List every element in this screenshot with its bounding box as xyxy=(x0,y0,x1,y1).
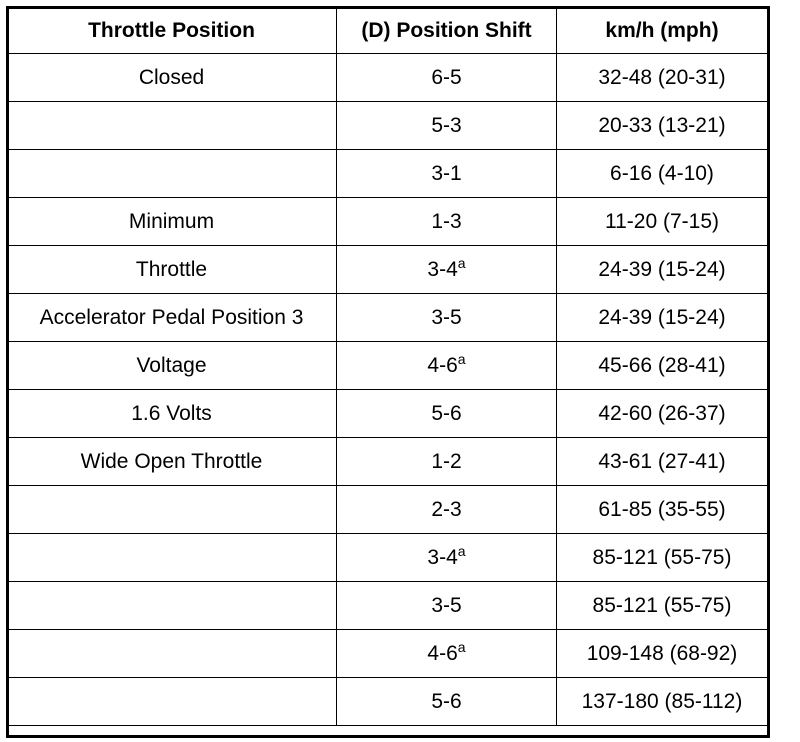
speed-cell: 61-85 (35-55) xyxy=(557,486,768,534)
position-shift-cell xyxy=(337,198,557,246)
table-row xyxy=(7,54,768,102)
position-shift-cell xyxy=(337,294,557,342)
throttle-position-cell xyxy=(7,630,337,678)
speed-cell: 11-20 (7-15) xyxy=(557,198,768,246)
throttle-position-cell xyxy=(7,582,337,630)
speed-cell: 85-121 (55-75) xyxy=(557,582,768,630)
shift-value: 3-5 xyxy=(431,594,462,617)
header-speed: km/h (mph) xyxy=(557,7,768,54)
shift-value: 1-3 xyxy=(431,210,462,233)
throttle-position-cell xyxy=(7,534,337,582)
shift-value: 5-6 xyxy=(431,690,462,713)
table-row xyxy=(7,678,768,726)
table-row xyxy=(7,294,768,342)
table-row xyxy=(7,486,768,534)
throttle-position-cell xyxy=(7,678,337,726)
speed-cell: 6-16 (4-10) xyxy=(557,150,768,198)
speed-cell: 45-66 (28-41) xyxy=(557,342,768,390)
throttle-position-cell: 1.6 Volts xyxy=(7,390,337,438)
table-row xyxy=(7,390,768,438)
throttle-position-cell xyxy=(7,102,337,150)
table-row xyxy=(7,342,768,390)
throttle-position-cell xyxy=(7,486,337,534)
table-row xyxy=(7,438,768,486)
shift-value: 5-6 xyxy=(431,402,462,425)
shift-value: 6-5 xyxy=(431,66,462,89)
position-shift-cell xyxy=(337,534,557,582)
shift-value: 2-3 xyxy=(431,498,462,521)
position-shift-cell xyxy=(337,390,557,438)
position-shift-cell xyxy=(337,630,557,678)
speed-cell: 24-39 (15-24) xyxy=(557,294,768,342)
shift-value: 3-1 xyxy=(431,162,462,185)
speed-cell: 32-48 (20-31) xyxy=(557,54,768,102)
footnote-marker: a xyxy=(457,543,466,559)
shift-value: 3-4 xyxy=(427,546,458,569)
table-row xyxy=(7,102,768,150)
table-row xyxy=(7,246,768,294)
shift-value: 3-5 xyxy=(431,306,462,329)
throttle-position-cell: Accelerator Pedal Position 3 xyxy=(7,294,337,342)
table-row xyxy=(7,630,768,678)
speed-cell: 109-148 (68-92) xyxy=(557,630,768,678)
speed-cell: 43-61 (27-41) xyxy=(557,438,768,486)
table-header-row xyxy=(7,7,768,54)
shift-value: 4-6 xyxy=(427,354,458,377)
throttle-position-cell: Closed xyxy=(7,54,337,102)
throttle-position-cell: Throttle xyxy=(7,246,337,294)
footnote-marker: a xyxy=(457,351,466,367)
position-shift-cell xyxy=(337,54,557,102)
table-row xyxy=(7,198,768,246)
table-row xyxy=(7,582,768,630)
speed-cell: 137-180 (85-112) xyxy=(557,678,768,726)
throttle-position-cell: Wide Open Throttle xyxy=(7,438,337,486)
shift-value: 1-2 xyxy=(431,450,462,473)
shift-value: 4-6 xyxy=(427,642,458,665)
speed-cell: 24-39 (15-24) xyxy=(557,246,768,294)
speed-cell: 85-121 (55-75) xyxy=(557,534,768,582)
position-shift-cell xyxy=(337,678,557,726)
header-position-shift: (D) Position Shift xyxy=(337,7,557,54)
footnote-marker: a xyxy=(457,255,466,271)
position-shift-cell xyxy=(337,102,557,150)
shift-speed-table xyxy=(6,6,768,726)
table-body xyxy=(7,54,768,726)
position-shift-cell xyxy=(337,150,557,198)
throttle-position-cell: Voltage xyxy=(7,342,337,390)
shift-value: 3-4 xyxy=(427,258,458,281)
table-row xyxy=(7,534,768,582)
table-row xyxy=(7,150,768,198)
shift-value: 5-3 xyxy=(431,114,462,137)
position-shift-cell xyxy=(337,246,557,294)
throttle-position-cell xyxy=(7,150,337,198)
speed-cell: 20-33 (13-21) xyxy=(557,102,768,150)
header-throttle-position: Throttle Position xyxy=(7,7,337,54)
speed-cell: 42-60 (26-37) xyxy=(557,390,768,438)
position-shift-cell xyxy=(337,582,557,630)
position-shift-cell xyxy=(337,342,557,390)
position-shift-cell xyxy=(337,486,557,534)
position-shift-cell xyxy=(337,438,557,486)
throttle-position-cell: Minimum xyxy=(7,198,337,246)
footnote-marker: a xyxy=(457,639,466,655)
